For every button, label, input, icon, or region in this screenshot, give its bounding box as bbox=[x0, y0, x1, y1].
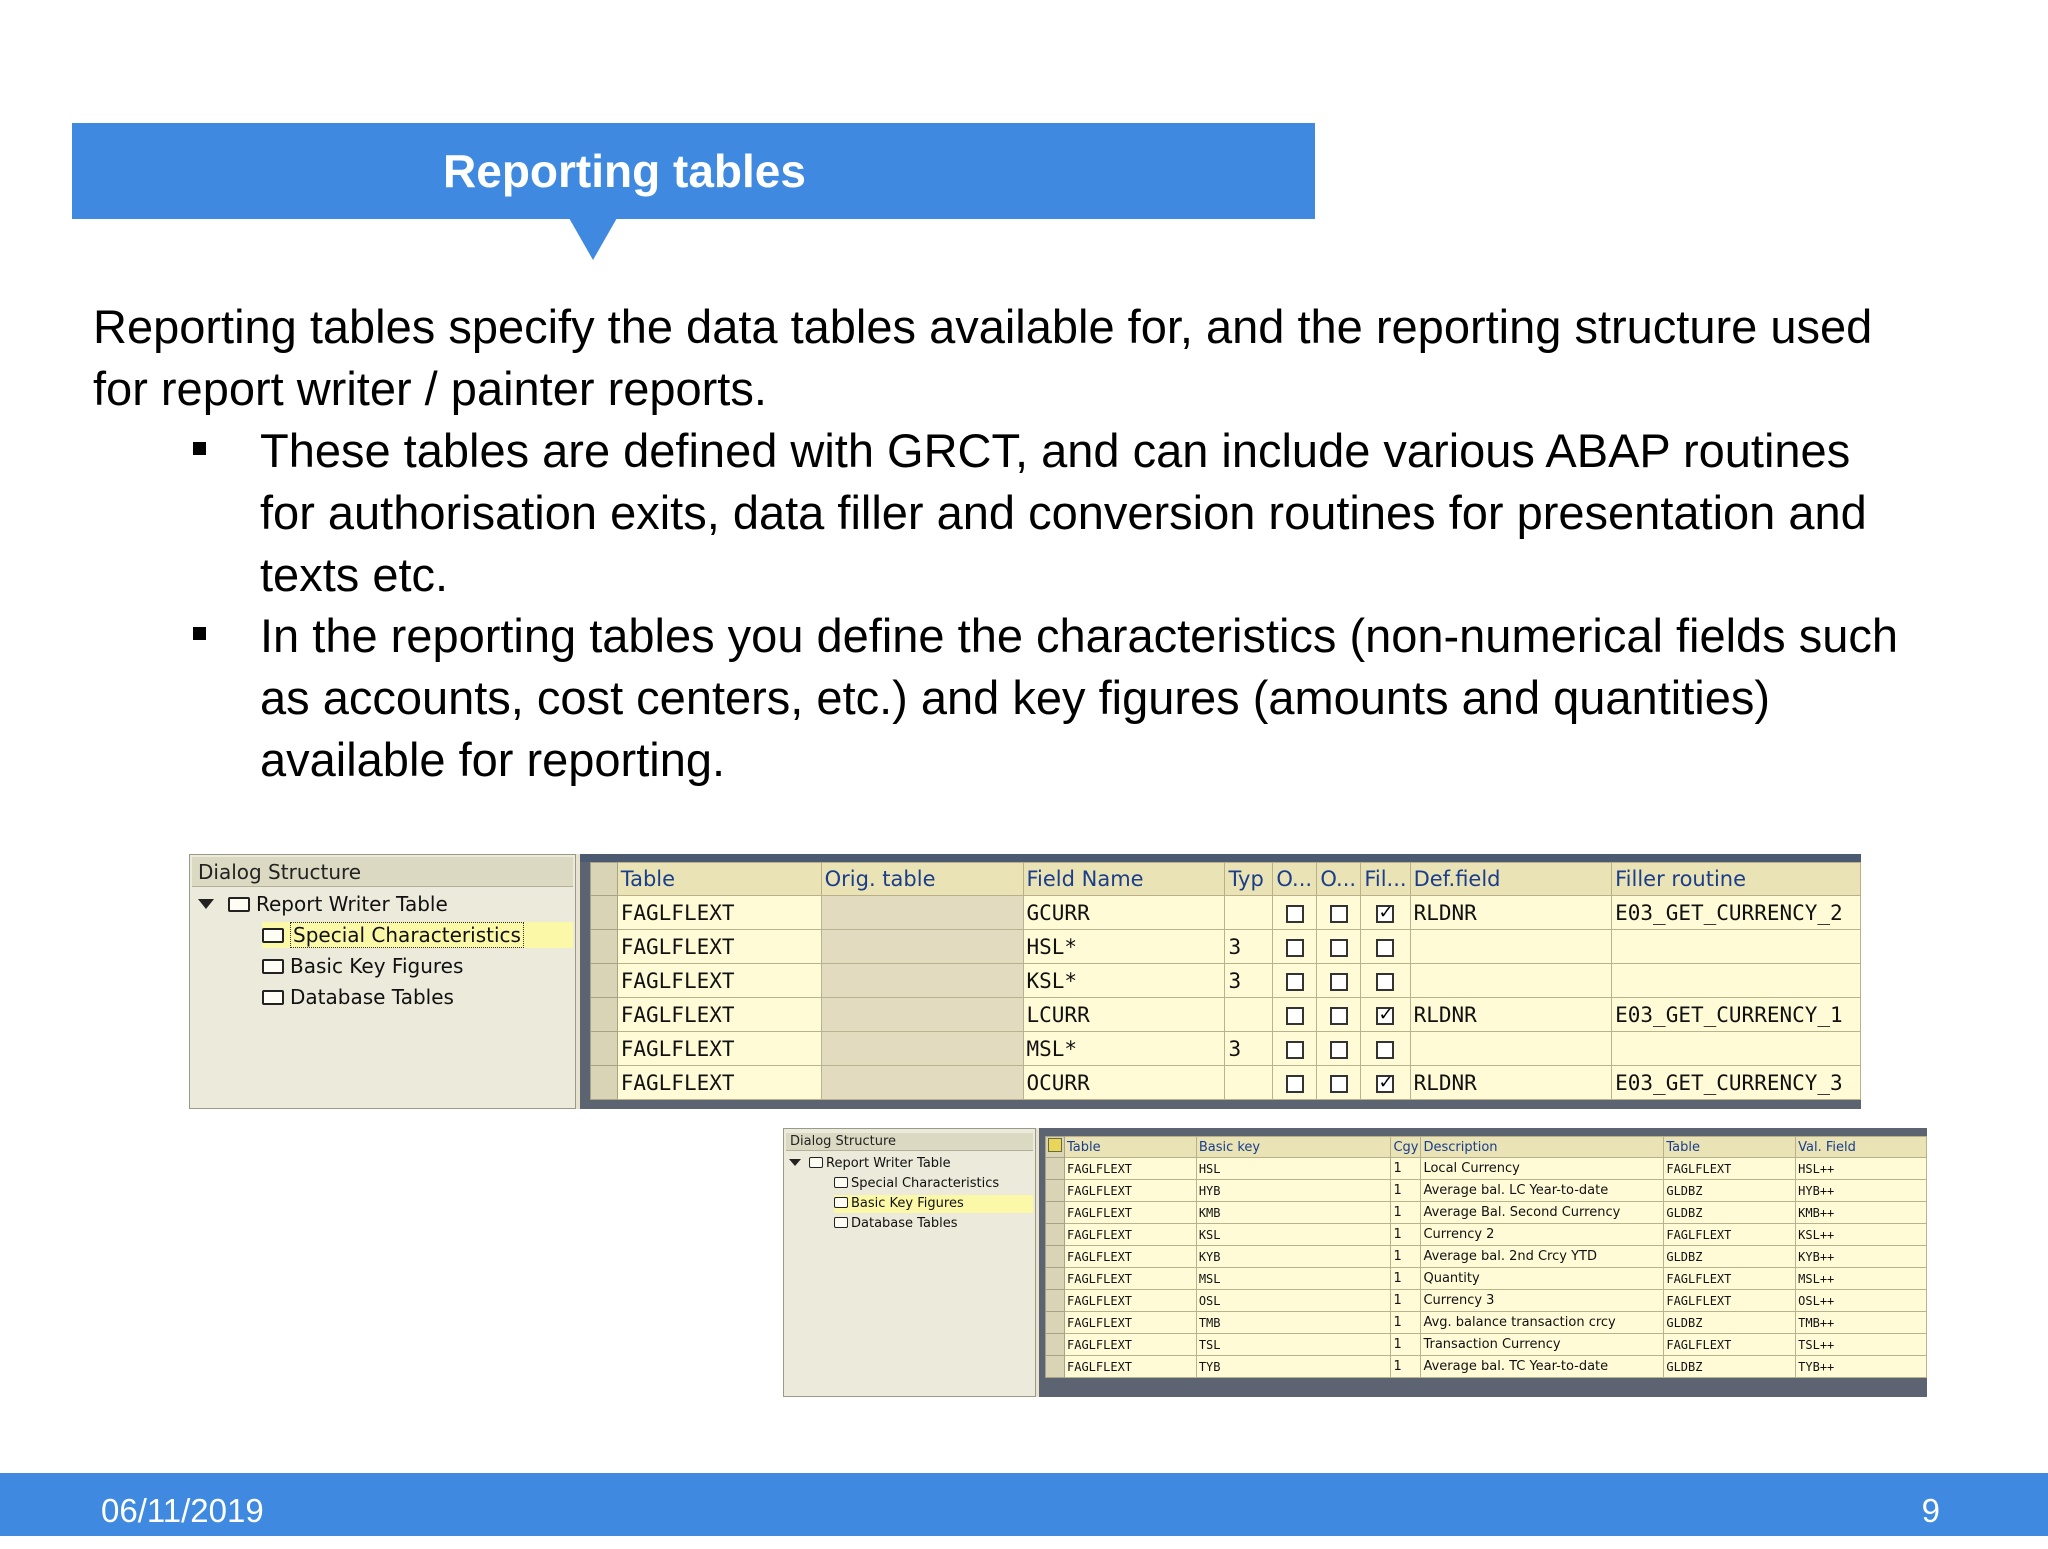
folder-icon bbox=[262, 990, 284, 1005]
bullet-item bbox=[193, 420, 1893, 606]
cell-basic-key[interactable]: OSL bbox=[1196, 1290, 1391, 1312]
cell-orig-table[interactable] bbox=[821, 930, 1023, 964]
column-header[interactable]: Def.field bbox=[1410, 863, 1612, 896]
column-header[interactable]: Description bbox=[1421, 1137, 1664, 1158]
footer-date: 06/11/2019 bbox=[101, 1492, 264, 1529]
dialog-structure-panel bbox=[783, 1128, 1036, 1397]
row-selector[interactable] bbox=[591, 1032, 618, 1066]
dialog-structure-title: Dialog Structure bbox=[786, 1133, 1033, 1151]
cell-typ[interactable]: 3 bbox=[1225, 1032, 1273, 1066]
checkbox[interactable] bbox=[1376, 973, 1394, 991]
column-header[interactable]: O... bbox=[1317, 863, 1361, 896]
row-selector[interactable] bbox=[591, 896, 618, 930]
cell-table[interactable]: FAGLFLEXT bbox=[1065, 1356, 1197, 1378]
cell-table[interactable]: FAGLFLEXT bbox=[1664, 1290, 1796, 1312]
checkbox[interactable] bbox=[1330, 905, 1348, 923]
table-row[interactable] bbox=[591, 1066, 1861, 1100]
row-selector[interactable] bbox=[1046, 1246, 1065, 1268]
cell-filler-routine[interactable] bbox=[1612, 930, 1861, 964]
cell-val-field[interactable]: KMB++ bbox=[1796, 1202, 1927, 1224]
tree-node-report-writer-table[interactable]: Report Writer Table bbox=[789, 1155, 951, 1173]
cell-table[interactable]: FAGLFLEXT bbox=[1065, 1202, 1197, 1224]
tree-node-report-writer-table[interactable]: Report Writer Table bbox=[198, 891, 448, 917]
cell-cgy[interactable]: 1 bbox=[1391, 1158, 1421, 1180]
row-selector[interactable] bbox=[1046, 1202, 1065, 1224]
checkbox-fil[interactable] bbox=[1361, 1032, 1410, 1066]
folder-icon bbox=[262, 959, 284, 974]
cell-orig-table[interactable] bbox=[821, 964, 1023, 998]
cell-table[interactable]: FAGLFLEXT bbox=[1664, 1268, 1796, 1290]
cell-field-name[interactable]: KSL* bbox=[1023, 964, 1225, 998]
checkbox[interactable] bbox=[1376, 1041, 1394, 1059]
cell-filler-routine[interactable] bbox=[1612, 964, 1861, 998]
row-selector[interactable] bbox=[1046, 1224, 1065, 1246]
table-row[interactable] bbox=[1046, 1356, 1927, 1378]
row-selector[interactable] bbox=[591, 998, 618, 1032]
column-header[interactable]: Val. Field bbox=[1796, 1137, 1927, 1158]
cell-val-field[interactable]: TYB++ bbox=[1796, 1356, 1927, 1378]
cell-description[interactable]: Average bal. TC Year-to-date bbox=[1421, 1356, 1664, 1378]
cell-basic-key[interactable]: TMB bbox=[1196, 1312, 1391, 1334]
bullet-item bbox=[193, 605, 1899, 791]
cell-filler-routine[interactable]: E03_GET_CURRENCY_1 bbox=[1612, 998, 1861, 1032]
column-header[interactable]: O... bbox=[1273, 863, 1317, 896]
cell-basic-key[interactable]: TSL bbox=[1196, 1334, 1391, 1356]
column-header[interactable]: Filler routine bbox=[1612, 863, 1861, 896]
cell-val-field[interactable]: TSL++ bbox=[1796, 1334, 1927, 1356]
column-header[interactable]: Typ bbox=[1225, 863, 1273, 896]
cell-table[interactable]: FAGLFLEXT bbox=[1065, 1268, 1197, 1290]
cell-description[interactable]: Quantity bbox=[1421, 1268, 1664, 1290]
footer-bar bbox=[0, 1473, 2048, 1536]
cell-basic-key[interactable]: KYB bbox=[1196, 1246, 1391, 1268]
table-row[interactable] bbox=[1046, 1312, 1927, 1334]
cell-typ[interactable]: 3 bbox=[1225, 964, 1273, 998]
cell-basic-key[interactable]: HSL bbox=[1196, 1158, 1391, 1180]
tree-node-special-characteristics[interactable]: Special Characteristics bbox=[834, 1175, 999, 1193]
cell-description[interactable]: Average Bal. Second Currency bbox=[1421, 1202, 1664, 1224]
tree-node-basic-key-figures[interactable]: Basic Key Figures bbox=[834, 1195, 1033, 1213]
page-number: 9 bbox=[1921, 1492, 1940, 1529]
cell-table[interactable]: FAGLFLEXT bbox=[617, 930, 821, 964]
cell-val-field[interactable]: MSL++ bbox=[1796, 1268, 1927, 1290]
cell-orig-table[interactable] bbox=[821, 896, 1023, 930]
cell-basic-key[interactable]: KSL bbox=[1196, 1224, 1391, 1246]
cell-def-field[interactable]: RLDNR bbox=[1410, 998, 1612, 1032]
cell-table[interactable]: FAGLFLEXT bbox=[617, 964, 821, 998]
cell-table[interactable]: FAGLFLEXT bbox=[617, 1032, 821, 1066]
table-row[interactable] bbox=[591, 964, 1861, 998]
table-row[interactable] bbox=[1046, 1224, 1927, 1246]
tree-node-basic-key-figures[interactable]: Basic Key Figures bbox=[262, 953, 463, 979]
checkbox-o1[interactable] bbox=[1273, 964, 1317, 998]
checkbox[interactable] bbox=[1286, 973, 1304, 991]
table-row[interactable] bbox=[1046, 1246, 1927, 1268]
cell-typ[interactable]: 3 bbox=[1225, 930, 1273, 964]
checkbox-o2[interactable] bbox=[1317, 964, 1361, 998]
checkbox-o1[interactable] bbox=[1273, 930, 1317, 964]
cell-val-field[interactable]: TMB++ bbox=[1796, 1312, 1927, 1334]
checkbox-o1[interactable] bbox=[1273, 896, 1317, 930]
cell-table[interactable]: FAGLFLEXT bbox=[617, 1066, 821, 1100]
cell-cgy[interactable]: 1 bbox=[1391, 1268, 1421, 1290]
cell-table[interactable]: FAGLFLEXT bbox=[1065, 1180, 1197, 1202]
column-header[interactable]: Fil... bbox=[1361, 863, 1410, 896]
checkbox[interactable] bbox=[1286, 905, 1304, 923]
checkbox[interactable] bbox=[1286, 1041, 1304, 1059]
cell-description[interactable]: Avg. balance transaction crcy bbox=[1421, 1312, 1664, 1334]
column-header[interactable]: Table bbox=[1065, 1137, 1197, 1158]
checkbox-o2[interactable] bbox=[1317, 1066, 1361, 1100]
cell-typ[interactable] bbox=[1225, 896, 1273, 930]
row-selector[interactable] bbox=[1046, 1312, 1065, 1334]
cell-cgy[interactable]: 1 bbox=[1391, 1290, 1421, 1312]
checkbox-o1[interactable] bbox=[1273, 1066, 1317, 1100]
dialog-structure-title: Dialog Structure bbox=[192, 857, 573, 887]
cell-basic-key[interactable]: KMB bbox=[1196, 1202, 1391, 1224]
checkbox[interactable] bbox=[1330, 973, 1348, 991]
cell-cgy[interactable]: 1 bbox=[1391, 1312, 1421, 1334]
cell-description[interactable]: Average bal. 2nd Crcy YTD bbox=[1421, 1246, 1664, 1268]
cell-def-field[interactable] bbox=[1410, 964, 1612, 998]
checkbox-o2[interactable] bbox=[1317, 998, 1361, 1032]
cell-description[interactable]: Local Currency bbox=[1421, 1158, 1664, 1180]
bullet-square-icon bbox=[193, 442, 206, 455]
checkbox[interactable] bbox=[1330, 1075, 1348, 1093]
checkbox-o1[interactable] bbox=[1273, 998, 1317, 1032]
cell-val-field[interactable]: KYB++ bbox=[1796, 1246, 1927, 1268]
cell-table[interactable]: FAGLFLEXT bbox=[1664, 1334, 1796, 1356]
expand-triangle-icon[interactable] bbox=[789, 1159, 801, 1166]
cell-typ[interactable] bbox=[1225, 998, 1273, 1032]
checkbox[interactable] bbox=[1376, 939, 1394, 957]
checkbox[interactable] bbox=[1330, 939, 1348, 957]
special-characteristics-table bbox=[590, 862, 1861, 1100]
table-row[interactable] bbox=[591, 896, 1861, 930]
tree-node-special-characteristics[interactable]: Special Characteristics bbox=[262, 922, 573, 948]
cell-val-field[interactable]: OSL++ bbox=[1796, 1290, 1927, 1312]
checkbox-fil[interactable] bbox=[1361, 896, 1410, 930]
cell-table[interactable]: FAGLFLEXT bbox=[1065, 1158, 1197, 1180]
checkbox[interactable] bbox=[1376, 1007, 1394, 1025]
cell-val-field[interactable]: HYB++ bbox=[1796, 1180, 1927, 1202]
cell-table[interactable]: GLDBZ bbox=[1664, 1356, 1796, 1378]
column-header[interactable]: Basic key bbox=[1196, 1137, 1391, 1158]
table-row[interactable] bbox=[1046, 1268, 1927, 1290]
cell-filler-routine[interactable]: E03_GET_CURRENCY_2 bbox=[1612, 896, 1861, 930]
open-folder-icon bbox=[834, 1197, 848, 1208]
sap-screenshot-special-characteristics bbox=[189, 854, 1861, 1109]
folder-icon bbox=[834, 1177, 848, 1188]
table-header-row bbox=[1046, 1137, 1927, 1158]
checkbox-fil[interactable] bbox=[1361, 930, 1410, 964]
slide-title: Reporting tables bbox=[443, 145, 806, 197]
checkbox-o2[interactable] bbox=[1317, 896, 1361, 930]
folder-icon bbox=[834, 1217, 848, 1228]
bullet-text: These tables are defined with GRCT, and can include various ABAP routines for authorisation exits, data filler and conversion routines for presentation and texts etc. bbox=[260, 424, 1867, 601]
cell-table[interactable]: FAGLFLEXT bbox=[617, 998, 821, 1032]
table-row[interactable] bbox=[1046, 1202, 1927, 1224]
table-row[interactable] bbox=[1046, 1334, 1927, 1356]
cell-cgy[interactable]: 1 bbox=[1391, 1334, 1421, 1356]
cell-filler-routine[interactable]: E03_GET_CURRENCY_3 bbox=[1612, 1066, 1861, 1100]
cell-typ[interactable] bbox=[1225, 1066, 1273, 1100]
column-header[interactable]: Orig. table bbox=[821, 863, 1023, 896]
checkbox-fil[interactable] bbox=[1361, 998, 1410, 1032]
cell-filler-routine[interactable] bbox=[1612, 1032, 1861, 1066]
tree-node-database-tables[interactable]: Database Tables bbox=[834, 1215, 958, 1233]
checkbox[interactable] bbox=[1330, 1007, 1348, 1025]
cell-cgy[interactable]: 1 bbox=[1391, 1180, 1421, 1202]
cell-basic-key[interactable]: HYB bbox=[1196, 1180, 1391, 1202]
table-row[interactable] bbox=[1046, 1158, 1927, 1180]
cell-table[interactable]: FAGLFLEXT bbox=[1664, 1224, 1796, 1246]
expand-triangle-icon[interactable] bbox=[198, 899, 214, 909]
cell-orig-table[interactable] bbox=[821, 998, 1023, 1032]
cell-table[interactable]: GLDBZ bbox=[1664, 1246, 1796, 1268]
table-row[interactable] bbox=[591, 1032, 1861, 1066]
grid-top-band bbox=[580, 854, 1861, 862]
table-header-row bbox=[591, 863, 1861, 896]
cell-field-name[interactable]: LCURR bbox=[1023, 998, 1225, 1032]
cell-def-field[interactable] bbox=[1410, 930, 1612, 964]
cell-description[interactable]: Transaction Currency bbox=[1421, 1334, 1664, 1356]
cell-cgy[interactable]: 1 bbox=[1391, 1224, 1421, 1246]
checkbox[interactable] bbox=[1376, 1075, 1394, 1093]
row-selector[interactable] bbox=[1046, 1158, 1065, 1180]
checkbox[interactable] bbox=[1286, 939, 1304, 957]
row-selector[interactable] bbox=[591, 964, 618, 998]
cell-basic-key[interactable]: MSL bbox=[1196, 1268, 1391, 1290]
bullet-text: In the reporting tables you define the characteristics (non-numerical fields such as accounts, cost centers, etc.) and key figures (amounts and quantities) available for reporting. bbox=[260, 609, 1899, 786]
cell-field-name[interactable]: HSL* bbox=[1023, 930, 1225, 964]
checkbox-o2[interactable] bbox=[1317, 930, 1361, 964]
row-selector[interactable] bbox=[591, 1066, 618, 1100]
cell-def-field[interactable]: RLDNR bbox=[1410, 1066, 1612, 1100]
cell-table[interactable]: FAGLFLEXT bbox=[1065, 1246, 1197, 1268]
cell-field-name[interactable]: MSL* bbox=[1023, 1032, 1225, 1066]
cell-orig-table[interactable] bbox=[821, 1032, 1023, 1066]
checkbox[interactable] bbox=[1376, 905, 1394, 923]
sap-screenshot-basic-key-figures bbox=[783, 1128, 1927, 1397]
checkbox[interactable] bbox=[1286, 1075, 1304, 1093]
row-selector[interactable] bbox=[1046, 1268, 1065, 1290]
bullet-square-icon bbox=[193, 627, 206, 640]
folder-icon bbox=[228, 897, 250, 912]
table-row[interactable] bbox=[591, 930, 1861, 964]
cell-table[interactable]: FAGLFLEXT bbox=[1065, 1224, 1197, 1246]
cell-def-field[interactable] bbox=[1410, 1032, 1612, 1066]
title-pointer bbox=[569, 218, 617, 260]
tree-node-database-tables[interactable]: Database Tables bbox=[262, 984, 454, 1010]
cell-field-name[interactable]: GCURR bbox=[1023, 896, 1225, 930]
checkbox-o1[interactable] bbox=[1273, 1032, 1317, 1066]
open-folder-icon bbox=[262, 928, 284, 943]
row-selector[interactable] bbox=[1046, 1334, 1065, 1356]
column-header[interactable]: Field Name bbox=[1023, 863, 1225, 896]
cell-table[interactable]: GLDBZ bbox=[1664, 1180, 1796, 1202]
cell-table[interactable]: GLDBZ bbox=[1664, 1202, 1796, 1224]
cell-table[interactable]: GLDBZ bbox=[1664, 1312, 1796, 1334]
cell-table[interactable]: FAGLFLEXT bbox=[1664, 1158, 1796, 1180]
basic-key-figures-table bbox=[1045, 1136, 1927, 1378]
checkbox-o2[interactable] bbox=[1317, 1032, 1361, 1066]
column-header[interactable]: Table bbox=[1664, 1137, 1796, 1158]
checkbox[interactable] bbox=[1330, 1041, 1348, 1059]
intro-paragraph: Reporting tables specify the data tables available for, and the reporting structure used for report writer / painter reports. bbox=[93, 300, 1873, 415]
table-row[interactable] bbox=[591, 998, 1861, 1032]
column-header[interactable]: Table bbox=[617, 863, 821, 896]
checkbox[interactable] bbox=[1286, 1007, 1304, 1025]
dialog-structure-panel bbox=[189, 854, 576, 1109]
cell-cgy[interactable]: 1 bbox=[1391, 1356, 1421, 1378]
select-all-corner[interactable] bbox=[1046, 1137, 1065, 1158]
row-selector[interactable] bbox=[591, 930, 618, 964]
cell-orig-table[interactable] bbox=[821, 1066, 1023, 1100]
folder-icon bbox=[809, 1157, 823, 1168]
table-row[interactable] bbox=[1046, 1290, 1927, 1312]
row-selector[interactable] bbox=[1046, 1290, 1065, 1312]
special-characteristics-grid bbox=[580, 854, 1861, 1109]
cell-table[interactable]: FAGLFLEXT bbox=[1065, 1290, 1197, 1312]
select-all-corner[interactable] bbox=[591, 863, 618, 896]
cell-table[interactable]: FAGLFLEXT bbox=[1065, 1334, 1197, 1356]
row-selector[interactable] bbox=[1046, 1356, 1065, 1378]
basic-key-figures-grid bbox=[1039, 1128, 1927, 1397]
table-row[interactable] bbox=[1046, 1180, 1927, 1202]
row-selector[interactable] bbox=[1046, 1180, 1065, 1202]
cell-table[interactable]: FAGLFLEXT bbox=[1065, 1312, 1197, 1334]
column-header[interactable]: Cgy bbox=[1391, 1137, 1421, 1158]
cell-field-name[interactable]: OCURR bbox=[1023, 1066, 1225, 1100]
cell-description[interactable]: Currency 3 bbox=[1421, 1290, 1664, 1312]
cell-table[interactable]: FAGLFLEXT bbox=[617, 896, 821, 930]
cell-cgy[interactable]: 1 bbox=[1391, 1202, 1421, 1224]
cell-description[interactable]: Currency 2 bbox=[1421, 1224, 1664, 1246]
cell-val-field[interactable]: HSL++ bbox=[1796, 1158, 1927, 1180]
table-settings-icon[interactable] bbox=[1048, 1138, 1062, 1152]
cell-basic-key[interactable]: TYB bbox=[1196, 1356, 1391, 1378]
checkbox-fil[interactable] bbox=[1361, 1066, 1410, 1100]
cell-val-field[interactable]: KSL++ bbox=[1796, 1224, 1927, 1246]
checkbox-fil[interactable] bbox=[1361, 964, 1410, 998]
cell-description[interactable]: Average bal. LC Year-to-date bbox=[1421, 1180, 1664, 1202]
cell-cgy[interactable]: 1 bbox=[1391, 1246, 1421, 1268]
cell-def-field[interactable]: RLDNR bbox=[1410, 896, 1612, 930]
